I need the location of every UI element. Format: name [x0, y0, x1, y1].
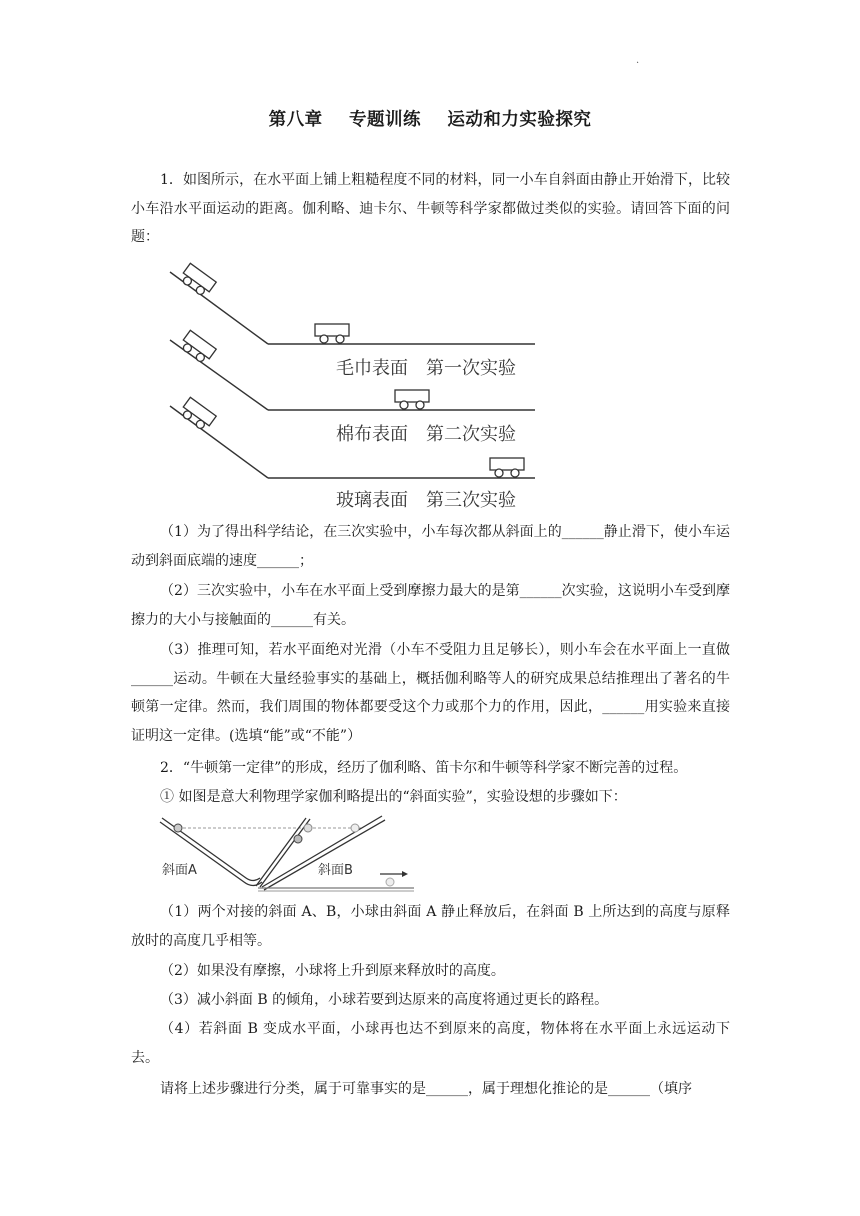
- q1-part2: （2）三次实验中，小车在水平面上受到摩擦力最大的是第______次实验，这说明小车受到摩擦力的大小与接触面的______有关。: [131, 583, 730, 628]
- ball-release: [174, 824, 182, 832]
- cart-flat-1: [315, 324, 349, 343]
- cart-incline-2: [179, 330, 217, 365]
- figure1-label-glass: 玻璃表面 第三次实验: [336, 490, 516, 511]
- cart-flat-3: [490, 458, 524, 477]
- figure1-label-towel: 毛巾表面 第一次实验: [336, 358, 516, 379]
- title-topic: 专题训练: [349, 110, 421, 130]
- title-chapter: 第八章: [268, 110, 323, 130]
- q2-stem: 2．“牛顿第一定律”的形成，经历了伽利略、笛卡尔和牛顿等科学家不断完善的过程。: [160, 760, 688, 776]
- cart-incline-1: [179, 263, 217, 298]
- page-title: [0, 106, 860, 131]
- cart-incline-3: [179, 397, 217, 432]
- q2-step4: （4）若斜面 B 变成水平面，小球再也达不到原来的高度，物体将在水平面上永远运动下去。: [131, 1021, 730, 1066]
- q2-step2: （2）如果没有摩擦，小球将上升到原来释放时的高度。: [160, 963, 505, 979]
- q1-part1: （1）为了得出科学结论，在三次实验中，小车每次都从斜面上的______静止滑下，使小车运动到斜面底端的速度______；: [131, 524, 730, 569]
- label-incline-a: 斜面A: [162, 863, 197, 878]
- ball-b-mid: [294, 835, 302, 843]
- q2-sub1: ① 如图是意大利物理学家伽利略提出的“斜面实验”，实验设想的步骤如下：: [160, 789, 627, 805]
- ball-flat: [386, 878, 394, 886]
- cart-flat-2: [395, 390, 429, 409]
- ball-b-shallow: [351, 824, 359, 832]
- q1-part3: （3）推理可知，若水平面绝对光滑（小车不受阻力且足够长），则小车会在水平面上一直做______运动。牛顿在大量经验事实的基础上，概括伽利略等人的研究成果总结推理出了著名的牛顿第一定律。然而，我们周围的物体都要受这个力或那个力的作用，因此，______用实验来直接证明这一定律。(选填“能”或“不能”）: [131, 642, 730, 744]
- q2-question: 请将上述步骤进行分类，属于可靠事实的是______，属于理想化推论的是______（填序: [160, 1081, 692, 1097]
- header-mark: ·: [636, 58, 640, 69]
- ball-b-steep: [304, 824, 312, 832]
- q1-figure: [160, 258, 560, 514]
- q2-step1: （1）两个对接的斜面 A、B，小球由斜面 A 静止释放后，在斜面 B 上所达到的高度与原释放时的高度几乎相等。: [131, 904, 730, 949]
- q2-figure: [158, 814, 418, 896]
- title-subject: 运动和力实验探究: [447, 110, 592, 130]
- q2-step3: （3）减小斜面 B 的倾角，小球若要到达原来的高度将通过更长的路程。: [160, 992, 609, 1008]
- q1-stem: 1．如图所示，在水平面上铺上粗糙程度不同的材料，同一小车自斜面由静止开始滑下，比较小车沿水平面运动的距离。伽利略、迪卡尔、牛顿等科学家都做过类似的实验。请回答下面的问题：: [131, 172, 730, 245]
- figure1-label-cotton: 棉布表面 第二次实验: [336, 424, 516, 445]
- label-incline-b: 斜面B: [318, 863, 353, 878]
